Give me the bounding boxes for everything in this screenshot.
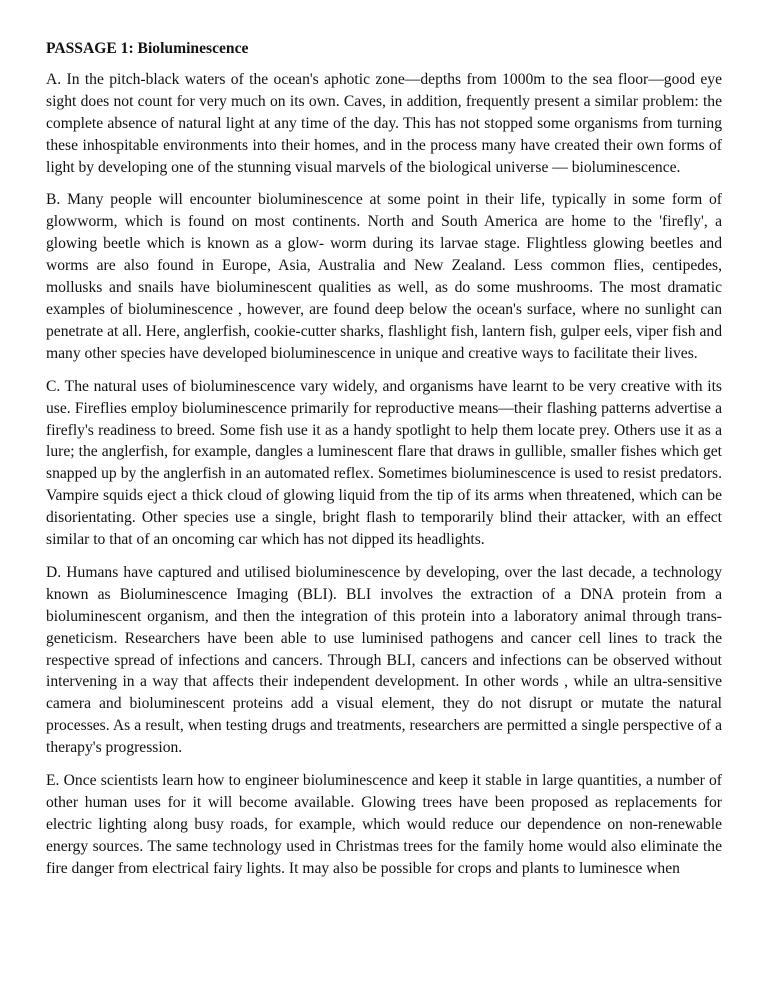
paragraph-a: A. In the pitch-black waters of the ocean's aphotic zone—depths from 1000m to the sea floor—good eye sight does not count for very much on its own. Caves, in addition, frequently present a similar problem: the complete absence of natural light at any time of the day. This has not stopped some organisms from turning these inhospitable environments into their homes, and in the process many have created their own forms of light by developing one of the stunning visual marvels of the biological universe — bioluminescence. <box>46 70 722 176</box>
passage-title: PASSAGE 1: Bioluminescence <box>46 40 249 57</box>
paragraph-e: E. Once scientists learn how to engineer bioluminescence and keep it stable in large quantities, a number of other human uses for it will become available. Glowing trees have been proposed as replacements for electric lighting along busy roads, for example, which would reduce our dependence on non-renewable energy sources. The same technology used in Christmas trees for the family home would also eliminate the fire danger from electrical fairy lights. It may also be possible for crops and plants to luminesce when <box>46 772 722 877</box>
paragraph-c: C. The natural uses of bioluminescence vary widely, and organisms have learnt to be very creative with its use. Fireflies employ bioluminescence primarily for reproductive means—their flashing patterns advertise a firefly's readiness to breed. Some fish use it as a handy spotlight to help them locate prey. Others use it as a lure; the anglerfish, for example, dangles a luminescent flare that draws in gullible, smaller fishes which get snapped up by the anglerfish in an automated reflex. Sometimes bioluminescence is used to resist predators. Vampire squids eject a thick cloud of glowing liquid from the tip of its arms when threatened, which can be disorientating. Other species use a single, bright flash to temporarily blind their attacker, with an effect similar to that of an oncoming car which has not dipped its headlights. <box>46 377 722 549</box>
paragraph-d: D. Humans have captured and utilised bioluminescence by developing, over the last decade, a technology known as Bioluminescence Imaging (BLI). BLI involves the extraction of a DNA protein from a bioluminescent organism, and then the integration of this protein into a laboratory animal through trans-geneticism. Researchers have been able to use luminised pathogens and cancer cell lines to track the respective spread of infections and cancers. Through BLI, cancers and infections can be observed without intervening in a way that affects their independent development. In other words , while an ultra-sensitive camera and bioluminescent proteins add a visual element, they do not disrupt or mutate the natural processes. As a result, when testing drugs and treatments, researchers are permitted a single perspective of a therapy's progression. <box>46 563 722 757</box>
paragraph-b: B. Many people will encounter bioluminescence at some point in their life, typically in some form of glowworm, which is found on most continents. North and South America are home to the 'firefly', a glowing beetle which is known as a glow- worm during its larvae stage. Flightless glowing beetles and worms are also found in Europe, Asia, Australia and New Zealand. Less common flies, centipedes, mollusks and snails have bioluminescent qualities as well, as do some mushrooms. The most dramatic examples of bioluminescence , however, are found deep below the ocean's surface, where no sunlight can penetrate at all. Here, anglerfish, cookie-cutter sharks, flashlight fish, lantern fish, gulper eels, viper fish and many other species have developed bioluminescence in unique and creative ways to facilitate their lives. <box>46 191 722 362</box>
